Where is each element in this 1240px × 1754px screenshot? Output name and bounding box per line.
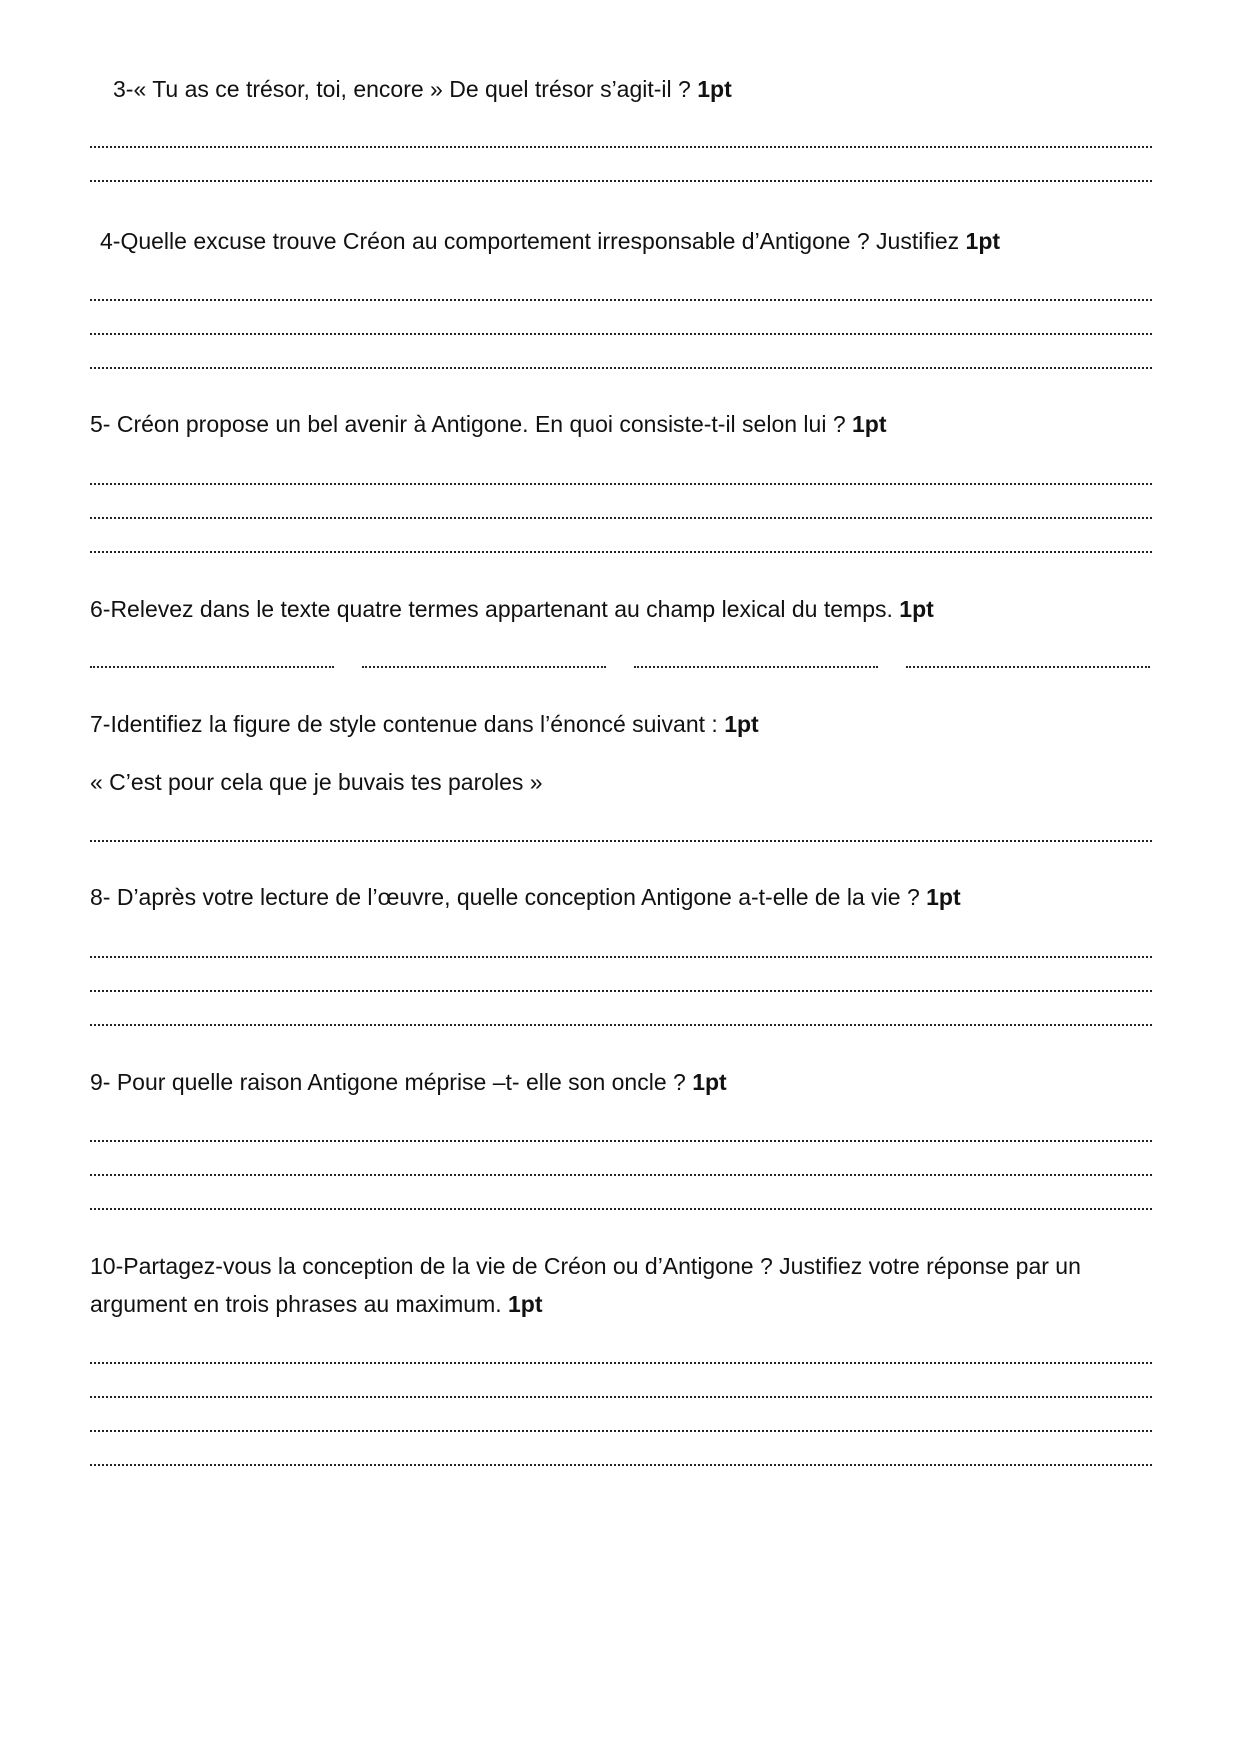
question-10-points: 1pt [508, 1291, 543, 1317]
answer-line[interactable] [90, 1360, 1152, 1364]
question-8 [90, 878, 1160, 916]
answer-term-4[interactable] [906, 664, 1150, 668]
question-4-points: 1pt [965, 228, 1001, 254]
question-7-text: 7-Identifiez la figure de style contenue dans l’énoncé suivant : [90, 711, 718, 737]
answer-line[interactable] [90, 331, 1152, 335]
answer-line[interactable] [90, 515, 1152, 519]
answer-line[interactable] [90, 1172, 1152, 1176]
answer-line[interactable] [90, 1022, 1152, 1026]
question-4-text: 4-Quelle excuse trouve Créon au comportement irresponsable d’Antigone ? Justifiez [100, 228, 960, 254]
answer-line[interactable] [90, 178, 1152, 182]
answer-line[interactable] [90, 1206, 1152, 1210]
question-9-points: 1pt [692, 1069, 727, 1095]
question-6-points: 1pt [899, 596, 934, 622]
answer-line[interactable] [90, 365, 1152, 369]
answer-term-1[interactable] [90, 664, 334, 668]
answer-line[interactable] [90, 954, 1152, 958]
question-6-text: 6-Relevez dans le texte quatre termes appartenant au champ lexical du temps. [90, 596, 893, 622]
question-8-text: 8- D’après votre lecture de l’œuvre, quelle conception Antigone a-t-elle de la vie ? [90, 884, 920, 910]
answer-line[interactable] [90, 549, 1152, 553]
question-5-text: 5- Créon propose un bel avenir à Antigone. En quoi consiste-t-il selon lui ? [90, 411, 846, 437]
question-3-text: 3-« Tu as ce trésor, toi, encore » De quel trésor s’agit-il ? [113, 76, 691, 102]
question-5 [90, 405, 1160, 443]
question-4 [100, 222, 1170, 260]
question-9-text: 9- Pour quelle raison Antigone méprise –t- elle son oncle ? [90, 1069, 686, 1095]
answer-line[interactable] [90, 1394, 1152, 1398]
question-7 [90, 705, 1160, 743]
question-10 [90, 1247, 1170, 1323]
question-5-points: 1pt [852, 411, 887, 437]
question-7-points: 1pt [724, 711, 759, 737]
question-8-points: 1pt [926, 884, 961, 910]
answer-line[interactable] [90, 988, 1152, 992]
answer-line[interactable] [90, 1138, 1152, 1142]
answer-line[interactable] [90, 481, 1152, 485]
answer-term-3[interactable] [634, 664, 878, 668]
answer-line[interactable] [90, 144, 1152, 148]
question-9 [90, 1063, 1160, 1101]
answer-term-2[interactable] [362, 664, 606, 668]
question-6 [90, 590, 1160, 628]
question-3 [113, 70, 1183, 108]
question-10-text: 10-Partagez-vous la conception de la vie de Créon ou d’Antigone ? Justifiez votre réponse par un argument en trois phrases au maximum. [90, 1253, 1081, 1317]
answer-line[interactable] [90, 838, 1152, 842]
answer-line[interactable] [90, 297, 1152, 301]
answer-line[interactable] [90, 1428, 1152, 1432]
question-7-quote: « C’est pour cela que je buvais tes paroles » [90, 769, 543, 795]
question-3-points: 1pt [697, 76, 732, 102]
answer-line[interactable] [90, 1462, 1152, 1466]
